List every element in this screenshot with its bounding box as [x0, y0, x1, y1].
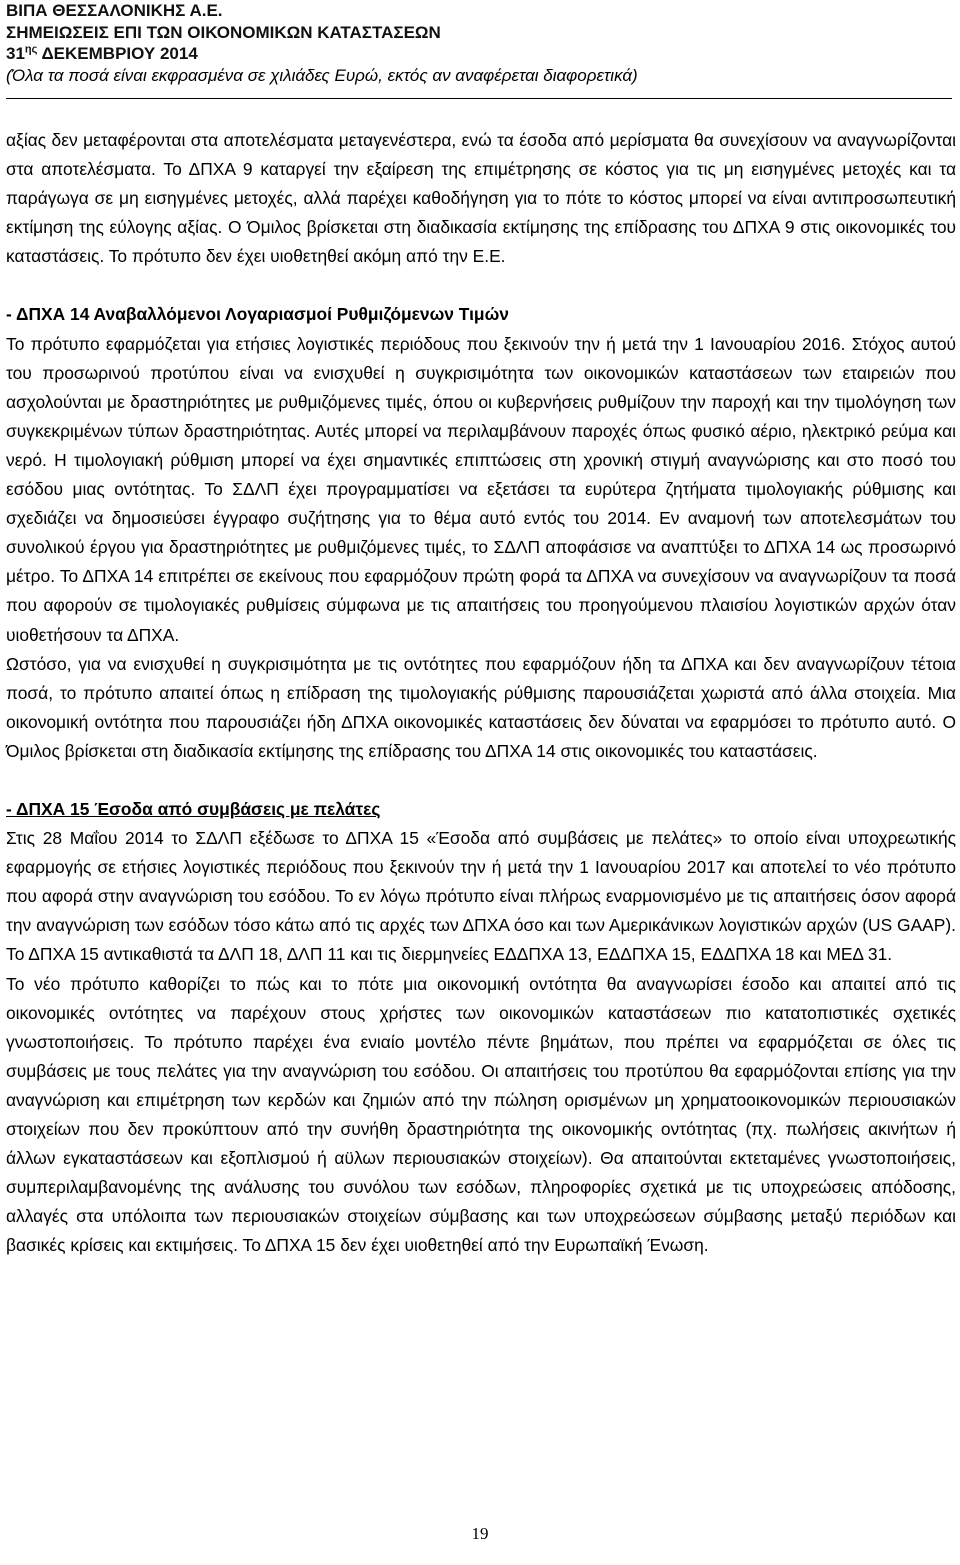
paragraph-ifrs15-2: Το νέο πρότυπο καθορίζει το πώς και το πότε μια οικονομική οντότητα θα αναγνωρίσει έσοδο και απαιτεί από τις οικονομικές οντότητες να παρέχουν στους χρήστες των οικονομικών καταστάσεων πιο κατατοπιστικές σχετικές γνωστοποιήσεις. Το πρότυπο παρέχει ένα ενιαίο μοντέλο πέντε βημάτων, που πρέπει να εφαρμόζεται σε όλες τις συμβάσεις με τους πελάτες για την αναγνώριση του εσόδου. Οι απαιτήσεις του προτύπου θα εφαρμόζονται επίσης για την αναγνώριση και επιμέτρηση των κερδών και ζημιών από την πώληση ορισμένων μη χρηματοοικονομικών περιουσιακών στοιχείων που δεν προκύπτουν από την συνήθη δραστηριότητα της οικονομικής οντότητας (πχ. πωλήσεις ακινήτων ή άλλων εγκαταστάσεων και εξοπλισμού ή αϋλων περιουσιακών στοιχείων). Θα απαιτούνται εκτεταμένες γνωστοποιήσεις, συμπεριλαμβανομένης της ανάλυσης του συνόλου των εσόδων, πληροφορίες σχετικά με τις υποχρεώσεις απόδοσης, αλλαγές στα υπόλοιπα των περιουσιακών στοιχείων σύμβασης και των υποχρεώσεων σύμβασης μεταξύ περιόδων και βασικές κρίσεις και εκτιμήσεις. Το ΔΠΧΑ 15 δεν έχει υιοθετηθεί από την Ευρωπαϊκή Ένωση.: [6, 973, 956, 1256]
amounts-note: (Όλα τα ποσά είναι εκφρασμένα σε χιλιάδες Ευρώ, εκτός αν αναφέρεται διαφορετικά): [6, 65, 638, 85]
date-month-year: ΔΕΚΕΜΒΡΙΟΥ 2014: [37, 44, 198, 63]
page-number: 19: [471, 1524, 489, 1543]
section-title-ifrs14: - ΔΠΧΑ 14 Αναβαλλόμενοι Λογαριασμοί Ρυθμιζόμενων Τιμών: [6, 304, 509, 325]
date-ordinal: ης: [24, 43, 38, 56]
paragraph-ifrs14-1: Το πρότυπο εφαρμόζεται για ετήσιες λογιστικές περιόδους που ξεκινούν την ή μετά την 1 Ιανουαρίου 2016. Στόχος αυτού του προσωρινού προτύπου είναι να ενισχυθεί η συγκρισιμότητα των οικονομικών καταστάσεων των εταιρειών που ασχολούνται με δραστηριότητες με ρυθμιζόμενες τιμές, όπου οι κυβερνήσεις ρυθμίζουν την παροχή και την τιμολόγηση των συγκεκριμένων τύπων δραστηριότητας. Αυτές μπορεί να περιλαμβάνουν παροχές όπως φυσικό αέριο, ηλεκτρικό ρεύμα και νερό. Η τιμολογιακή ρύθμιση μπορεί να έχει σημαντικές επιπτώσεις στη χρονική στιγμή αναγνώρισης και στο ποσό του εσόδου μιας οντότητας. Το ΣΔΛΠ έχει προγραμματίσει να εξετάσει τα ευρύτερα ζητήματα τιμολογιακής ρύθμισης και σχεδιάζει να δημοσιεύσει έγγραφο συζήτησης για το θέμα αυτό εντός του 2014. Εν αναμονή των αποτελεσμάτων του συνολικού έργου για δραστηριότητες με ρυθμιζόμενες τιμές, το ΣΔΛΠ αποφάσισε να αναπτύξει το ΔΠΧΑ 14 ως προσωρινό μέτρο. Το ΔΠΧΑ 14 επιτρέπει σε εκείνους που εφαρμόζουν πρώτη φορά τα ΔΠΧΑ να συνεχίσουν να αναγνωρίζουν τα ποσά που αφορούν σε τιμολογιακές ρυθμίσεις σύμφωνα με τις απαιτήσεις του προηγούμενου πλαισίου λογιστικών αρχών όταν υιοθετήσουν τα ΔΠΧΑ.: [6, 333, 956, 645]
notes-title: ΣΗΜΕΙΩΣΕΙΣ ΕΠΙ ΤΩΝ ΟΙΚΟΝΟΜΙΚΩΝ ΚΑΤΑΣΤΑΣΕΩΝ: [6, 22, 441, 42]
page-header: [6, 0, 946, 86]
company-name: ΒΙΠΑ ΘΕΣΣΑΛΟΝΙΚΗΣ Α.Ε.: [6, 1, 223, 20]
spacer: [6, 766, 956, 795]
paragraph-ifrs14-2: Ωστόσο, για να ενισχυθεί η συγκρισιμότητα με τις οντότητες που εφαρμόζουν ήδη τα ΔΠΧΑ και δεν αναγνωρίζουν τέτοια ποσά, το πρότυπο απαιτεί όπως η επίδραση της τιμολογιακής ρύθμισης παρουσιάζεται χωριστά από άλλα στοιχεία. Μια οικονομική οντότητα που παρουσιάζει ήδη ΔΠΧΑ οικονομικές καταστάσεις δεν δύναται να εφαρμόσει το πρότυπο αυτό. Ο Όμιλος βρίσκεται στη διαδικασία εκτίμησης της επίδρασης του ΔΠΧΑ 14 στις οικονομικές του καταστάσεις.: [6, 653, 956, 761]
paragraph-ifrs15-1: Στις 28 Μαΐου 2014 το ΣΔΛΠ εξέδωσε το ΔΠΧΑ 15 «Έσοδα από συμβάσεις με πελάτες» το οποίο είναι υποχρεωτικής εφαρμογής σε ετήσιες λογιστικές περιόδους που ξεκινούν την ή μετά την 1 Ιανουαρίου 2017 και αποτελεί το νέο πρότυπο που αφορά στην αναγνώριση του εσόδου. Το εν λόγω πρότυπο είναι πλήρως εναρμονισμένο με τις απαιτήσεις όσον αφορά την αναγνώριση των εσόδων τόσο κάτω από τις αρχές των ΔΠΧΑ όσο και των Αμερικάνικων λογιστικών αρχών (US GAAP). Το ΔΠΧΑ 15 αντικαθιστά τα ΔΛΠ 18, ΔΛΠ 11 και τις διερμηνείες ΕΔΔΠΧΑ 13, ΕΔΔΠΧΑ 15, ΕΔΔΠΧΑ 18 και ΜΕΔ 31.: [6, 828, 956, 965]
section-title-ifrs15: - ΔΠΧΑ 15 Έσοδα από συμβάσεις με πελάτες: [6, 798, 381, 819]
paragraph-ifrs9: αξίας δεν μεταφέρονται στα αποτελέσματα μεταγενέστερα, ενώ τα έσοδα από μερίσματα θα συνεχίσουν να αναγνωρίζονται στα αποτελέσματα. Το ΔΠΧΑ 9 καταργεί την εξαίρεση της επιμέτρησης σε κόστος για τις μη εισηγμένες μετοχές και τα παράγωγα σε μη εισηγμένες μετοχές, αλλά παρέχει καθοδήγηση για το πότε το κόστος μπορεί να είναι αντιπροσωπευτική εκτίμηση της εύλογης αξίας. Ο Όμιλος βρίσκεται στη διαδικασία εκτίμησης της επίδρασης του ΔΠΧΑ 9 στις οικονομικές του καταστάσεις. Το πρότυπο δεν έχει υιοθετηθεί ακόμη από την Ε.Ε.: [6, 130, 956, 267]
date-day: 31: [6, 44, 25, 63]
report-date: [6, 43, 946, 65]
document-body: [6, 126, 956, 1260]
spacer: [6, 271, 956, 300]
header-divider: [6, 98, 952, 99]
